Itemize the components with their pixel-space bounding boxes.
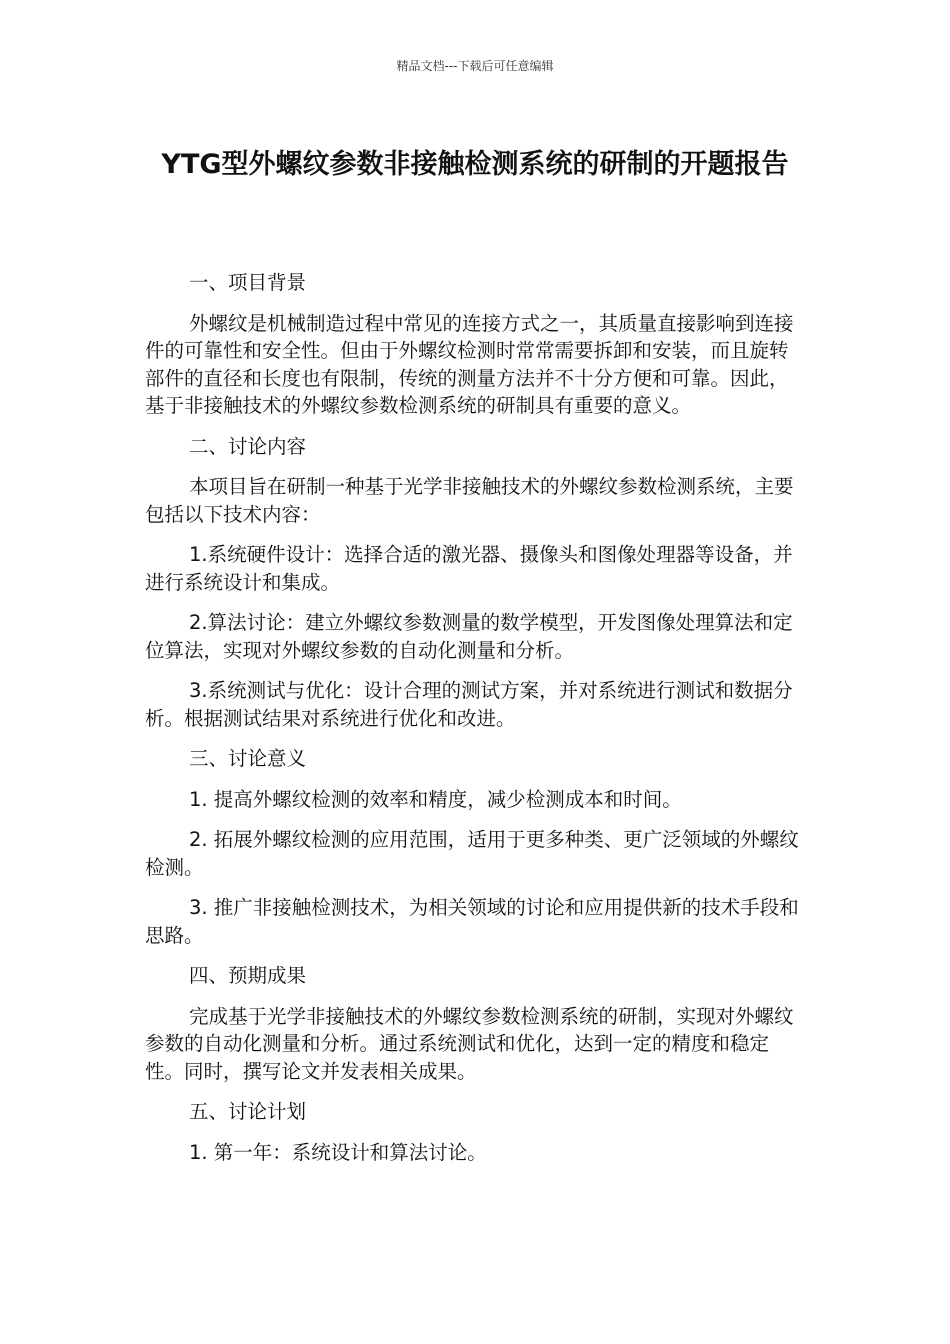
document-title: YTG型外螺纹参数非接触检测系统的研制的开题报告 [161, 149, 789, 180]
paragraph: 3.系统测试与优化：设计合理的测试方案，并对系统进行测试和数据分析。根据测试结果对系统进行优化和改进。 [145, 679, 793, 730]
section-heading: 四、预期成果 [189, 964, 307, 987]
section-heading: 三、讨论意义 [189, 747, 307, 770]
paragraph: 1.系统硬件设计：选择合适的激光器、摄像头和图像处理器等设备，并进行系统设计和集成。 [145, 543, 793, 594]
paragraph: 2. 拓展外螺纹检测的应用范围，适用于更多种类、更广泛领域的外螺纹检测。 [145, 828, 799, 879]
paragraph: 2.算法讨论：建立外螺纹参数测量的数学模型，开发图像处理算法和定位算法，实现对外螺纹参数的自动化测量和分析。 [145, 611, 793, 662]
paragraph: 3. 推广非接触检测技术，为相关领域的讨论和应用提供新的技术手段和思路。 [145, 896, 799, 947]
section-heading: 一、项目背景 [189, 271, 307, 294]
paragraph: 本项目旨在研制一种基于光学非接触技术的外螺纹参数检测系统，主要包括以下技术内容： [145, 475, 794, 526]
paragraph: 1. 第一年：系统设计和算法讨论。 [189, 1140, 487, 1164]
document-body [145, 269, 802, 1179]
paragraph: 1. 提高外螺纹检测的效率和精度，减少检测成本和时间。 [189, 787, 682, 811]
paragraph: 外螺纹是机械制造过程中常见的连接方式之一，其质量直接影响到连接件的可靠性和安全性。但由于外螺纹检测时常常需要拆卸和安装，而且旋转部件的直径和长度也有限制，传统的测量方法并不十分方便和可靠。因此，基于非接触技术的外螺纹参数检测系统的研制具有重要的意义。 [145, 311, 794, 417]
section-heading: 二、讨论内容 [189, 434, 307, 458]
header-note: 精品文档---下载后可任意编辑 [396, 59, 554, 73]
paragraph: 完成基于光学非接触技术的外螺纹参数检测系统的研制，实现对外螺纹参数的自动化测量和分析。通过系统测试和优化，达到一定的精度和稳定性。同时，撰写论文并发表相关成果。 [145, 1004, 794, 1083]
section-heading: 五、讨论计划 [189, 1100, 307, 1123]
